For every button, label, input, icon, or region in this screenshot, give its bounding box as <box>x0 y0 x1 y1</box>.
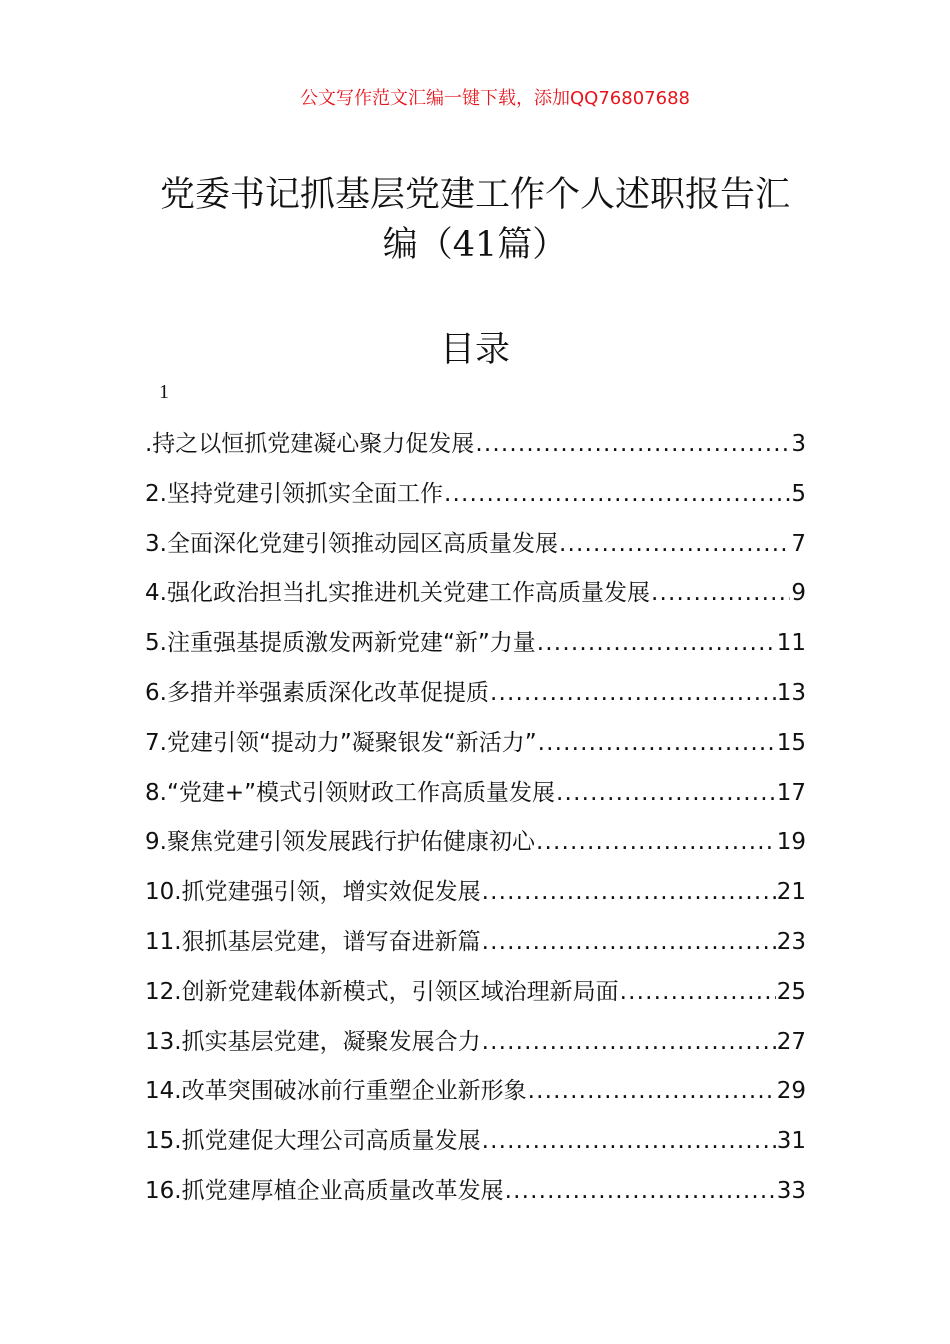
toc-entry-page: 9 <box>791 580 806 607</box>
dot-leader <box>537 630 776 656</box>
dot-leader <box>475 431 790 457</box>
toc-entry[interactable] <box>145 1023 806 1073</box>
toc-entry[interactable] <box>145 574 806 624</box>
title-line-1: 党委书记抓基层党建工作个人述职报告汇 <box>159 175 790 215</box>
dot-leader <box>538 730 776 756</box>
toc-entry[interactable] <box>145 674 806 724</box>
toc-entry[interactable] <box>145 1122 806 1172</box>
toc-entry-label: .持之以恒抓党建凝心聚力促发展 <box>145 431 475 457</box>
table-of-contents <box>145 425 806 1222</box>
document-title <box>0 170 950 270</box>
toc-entry-page: 3 <box>791 431 806 457</box>
toc-entry-label: 14.改革突围破冰前行重塑企业新形象 <box>145 1078 527 1105</box>
toc-entry-label: 7.党建引领“提动力”凝聚银发“新活力” <box>145 729 537 756</box>
dot-leader <box>556 780 776 806</box>
toc-entry[interactable] <box>145 823 806 873</box>
dot-leader <box>482 1029 776 1055</box>
dot-leader <box>482 879 776 905</box>
toc-entry[interactable] <box>145 624 806 674</box>
toc-entry-page: 21 <box>776 879 806 906</box>
toc-entry-label: 11.狠抓基层党建，谱写奋进新篇 <box>145 928 481 955</box>
toc-entry-label: 5.注重强基提质激发两新党建“新”力量 <box>145 630 536 657</box>
toc-entry[interactable] <box>145 774 806 824</box>
toc-entry-page: 11 <box>776 630 806 657</box>
title-line-2 <box>0 220 950 270</box>
dot-leader <box>505 1178 776 1204</box>
toc-entry-page: 23 <box>776 928 806 955</box>
toc-entry-page: 13 <box>776 679 806 706</box>
toc-entry-page: 33 <box>776 1177 806 1204</box>
toc-entry-label: 10.抓党建强引领，增实效促发展 <box>145 879 481 906</box>
toc-entry[interactable] <box>145 475 806 525</box>
dot-leader <box>528 1078 776 1104</box>
dot-leader <box>490 680 776 706</box>
toc-entry-page: 29 <box>776 1078 806 1105</box>
toc-entry[interactable] <box>145 1072 806 1122</box>
toc-entry-page: 5 <box>791 480 806 507</box>
toc-entry-label: 9.聚焦党建引领发展践行护佑健康初心 <box>145 829 535 856</box>
dot-leader <box>536 829 776 855</box>
toc-entry-page: 25 <box>776 978 806 1005</box>
toc-heading: 目录 <box>439 330 510 370</box>
title-line-2-post: 篇） <box>497 225 568 265</box>
toc-entry-page: 27 <box>776 1028 806 1055</box>
toc-entry[interactable] <box>145 525 806 575</box>
toc-entry-page: 7 <box>791 530 806 557</box>
toc-entry-label: 2.坚持党建引领抓实全面工作 <box>145 480 443 507</box>
download-banner: 公文写作范文汇编一键下载，添加QQ76807688 <box>300 88 690 109</box>
toc-entry[interactable] <box>145 724 806 774</box>
toc-entry-label: 4.强化政治担当扎实推进机关党建工作高质量发展 <box>145 580 650 607</box>
toc-entry-label: 3.全面深化党建引领推动园区高质量发展 <box>145 530 558 557</box>
toc-stray-number: 1 <box>159 381 169 403</box>
dot-leader <box>482 929 776 955</box>
toc-entry-label: 12.创新党建载体新模式，引领区域治理新局面 <box>145 978 619 1005</box>
title-count: 41 <box>452 225 498 265</box>
toc-entry-page: 15 <box>776 729 806 756</box>
dot-leader <box>482 1128 776 1154</box>
toc-entry-label: 8.“党建+”模式引领财政工作高质量发展 <box>145 779 556 806</box>
toc-entry[interactable] <box>145 873 806 923</box>
toc-entry[interactable] <box>145 425 806 475</box>
toc-entry-page: 17 <box>776 779 806 806</box>
dot-leader <box>444 481 790 507</box>
dot-leader <box>559 531 790 557</box>
toc-entry[interactable] <box>145 973 806 1023</box>
dot-leader <box>620 979 776 1005</box>
toc-entry[interactable] <box>145 1172 806 1222</box>
toc-entry-label: 16.抓党建厚植企业高质量改革发展 <box>145 1177 504 1204</box>
toc-entry-label: 15.抓党建促大理公司高质量发展 <box>145 1128 481 1155</box>
toc-entry[interactable] <box>145 923 806 973</box>
title-line-2-pre: 编（ <box>382 225 453 265</box>
toc-entry-label: 13.抓实基层党建，凝聚发展合力 <box>145 1028 481 1055</box>
toc-entry-page: 31 <box>776 1128 806 1155</box>
toc-entry-label: 6.多措并举强素质深化改革促提质 <box>145 679 489 706</box>
dot-leader <box>651 580 790 606</box>
toc-entry-page: 19 <box>776 829 806 856</box>
